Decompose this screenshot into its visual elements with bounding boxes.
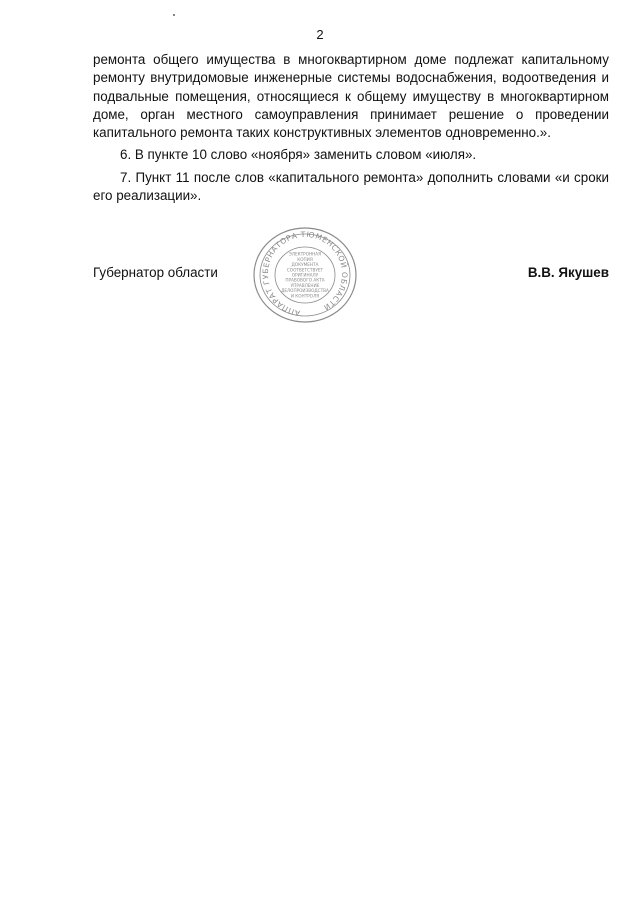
page-number: 2	[316, 27, 324, 42]
seal-center-line: ДЕЛОПРОИЗВОДСТВА	[281, 288, 329, 294]
seal-center-line: И КОНТРОЛЯ	[290, 293, 320, 299]
document-body	[93, 51, 609, 205]
signature-title: Губернатор области	[93, 265, 218, 280]
seal-center-line: СООТВЕТСТВУЕТ	[286, 267, 324, 273]
seal-center-line: КОПИЯ	[297, 256, 313, 262]
seal-center-line: ДОКУМЕНТА	[291, 262, 319, 268]
seal-center-line: ЭЛЕКТРОННАЯ	[288, 251, 322, 257]
signatory-name: В.В. Якушев	[527, 265, 609, 280]
official-seal-stamp	[252, 225, 358, 325]
seal-graphic	[252, 225, 358, 325]
paragraph-item-6: 6. В пункте 10 слово «ноября» заменить словом «июля».	[120, 147, 477, 163]
paragraph-continuation: ремонта общего имущества в многоквартирном доме подлежат капитальному ремонту внутридомовые инженерные системы водоснабжения, водоотведения и подвальные помещения, относящиеся к общему имуществу в многоквартирном доме, орган местного самоуправления принимает решение о проведении капитального ремонта таких конструктивных элементов одновременно.».	[93, 52, 609, 141]
seal-center-line: УПРАВЛЕНИЕ	[290, 282, 320, 288]
scan-mark	[173, 14, 175, 16]
seal-center-text	[281, 252, 329, 299]
seal-ring-text: АППАРАТ ГУБЕРНАТОРА ТЮМЕНСКОЙ ОБЛАСТИ	[260, 229, 350, 318]
paragraph-item-7: 7. Пункт 11 после слов «капитального ремонта» дополнить словами «и сроки его реализации».	[93, 169, 609, 204]
seal-center-line: ОРИГИНАЛУ	[291, 272, 319, 278]
seal-center-line: ПРАВОВОГО АКТА	[285, 277, 325, 283]
